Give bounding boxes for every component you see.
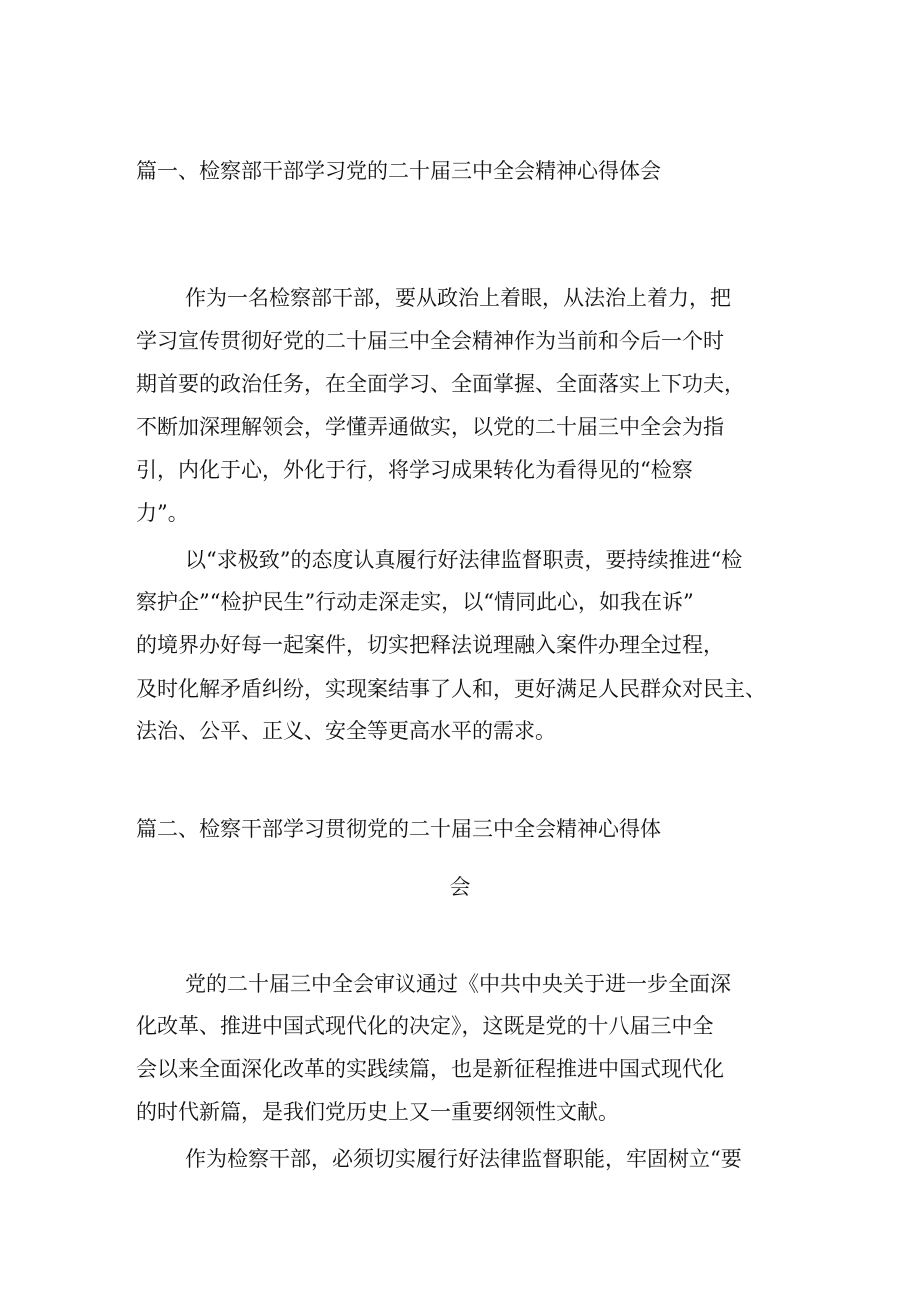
section2-title-line1: 篇二、检察干部学习贯彻党的二十届三中全会精神心得体 <box>136 817 661 841</box>
section1-p2-line3: 的境界办好每一起案件，切实把释法说理融入案件办理全过程， <box>136 633 724 657</box>
section1-p2-line5: 法治、公平、正义、安全等更高水平的需求。 <box>136 719 556 743</box>
section1-p2-line1: 以“求极致”的态度认真履行好法律监督职责，要持续推进“检 <box>185 548 743 572</box>
section2-p1-line3: 会以来全面深化改革的实践续篇，也是新征程推进中国式现代化 <box>136 1057 724 1081</box>
section2-p2-line1: 作为检察干部，必须切实履行好法律监督职能，牢固树立“要 <box>185 1147 742 1171</box>
section1-p1-line6: 力”。 <box>136 501 189 525</box>
section1-p1-line5: 引，内化于心，外化于行，将学习成果转化为看得见的“检察 <box>136 458 693 482</box>
section2-title-line2: 会 <box>449 875 471 899</box>
section1-title: 篇一、检察部干部学习党的二十届三中全会精神心得体会 <box>136 159 661 183</box>
section2-p1-line2: 化改革、推进中国式现代化的决定》，这既是党的十八届三中全 <box>136 1014 714 1038</box>
section1-p1-line3: 期首要的政治任务，在全面学习、全面掌握、全面落实上下功夫， <box>136 372 745 396</box>
section1-p1-line4: 不断加深理解领会，学懂弄通做实，以党的二十届三中全会为指 <box>136 415 724 439</box>
section2-p1-line4: 的时代新篇，是我们党历史上又一重要纲领性文献。 <box>136 1100 619 1124</box>
section1-p2-line2: 察护企”“检护民生”行动走深走实，以“情同此心，如我在诉” <box>136 590 694 614</box>
section1-p1-line1: 作为一名检察部干部，要从政治上着眼，从法治上着力，把 <box>185 286 731 310</box>
section1-p1-line2: 学习宣传贯彻好党的二十届三中全会精神作为当前和今后一个时 <box>136 329 724 353</box>
section2-p1-line1: 党的二十届三中全会审议通过《中共中央关于进一步全面深 <box>185 972 731 996</box>
section1-p2-line4: 及时化解矛盾纠纷，实现案结事了人和，更好满足人民群众对民主、 <box>136 677 766 701</box>
